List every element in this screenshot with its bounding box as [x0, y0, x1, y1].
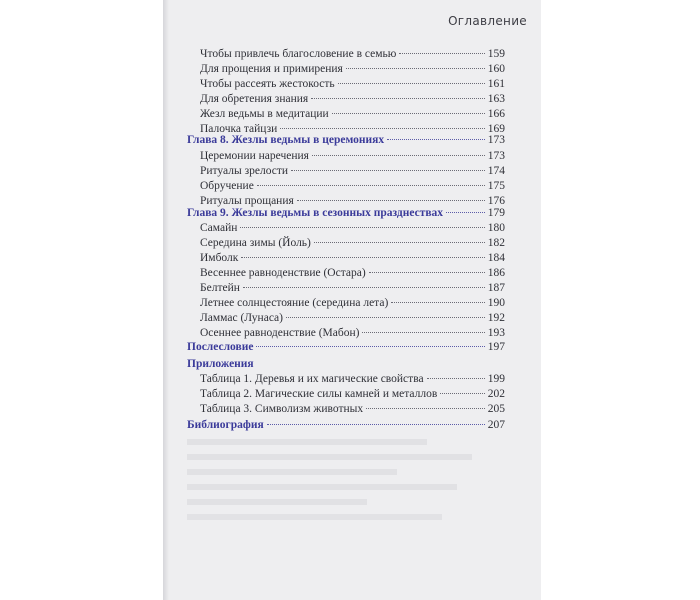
toc-page-number: 161	[487, 78, 505, 90]
dot-leader	[332, 113, 485, 114]
dot-leader	[391, 302, 484, 303]
toc-entry	[200, 327, 505, 339]
toc-entry	[200, 222, 505, 234]
toc-entry-title: Середина зимы (Йоль)	[200, 237, 311, 249]
dot-leader	[369, 272, 485, 273]
toc-chapter-entry	[187, 358, 505, 370]
toc-entry	[200, 237, 505, 249]
toc-entry	[200, 93, 505, 105]
toc-entry-title: Послесловие	[187, 341, 254, 353]
toc-entry-title: Самайн	[200, 222, 238, 234]
toc-page-number: 173	[487, 134, 505, 146]
toc-page-number: 193	[487, 327, 505, 339]
running-head: Оглавление	[448, 14, 527, 28]
toc-page-number: 163	[487, 93, 505, 105]
toc-entry	[200, 165, 505, 177]
toc-page-number: 186	[487, 267, 505, 279]
toc-chapter-entry	[187, 207, 505, 219]
toc-page-number: 175	[487, 180, 505, 192]
toc-page-number: 199	[487, 373, 505, 385]
dot-leader	[366, 408, 485, 409]
toc-page-number: 207	[487, 419, 505, 431]
toc-entry-title: Белтейн	[200, 282, 240, 294]
show-through-text	[187, 430, 487, 550]
dot-leader	[257, 185, 485, 186]
dot-leader	[387, 139, 485, 140]
dot-leader	[338, 83, 485, 84]
dot-leader	[399, 53, 484, 54]
toc-entry-title: Имболк	[200, 252, 239, 264]
book-page	[163, 0, 541, 600]
toc-entry-title: Летнее солнцестояние (середина лета)	[200, 297, 389, 309]
dot-leader	[291, 170, 485, 171]
toc-page-number: 160	[487, 63, 505, 75]
dot-leader	[241, 257, 484, 258]
toc-entry-title: Ритуалы прощания	[200, 195, 294, 207]
toc-page-number: 166	[487, 108, 505, 120]
toc-entry	[200, 403, 505, 415]
dot-leader	[243, 287, 485, 288]
dot-leader	[312, 155, 485, 156]
dot-leader	[311, 98, 485, 99]
toc-page-number: 202	[487, 388, 505, 400]
toc-entry	[200, 48, 505, 60]
dot-leader	[256, 346, 484, 347]
toc-entry-title: Жезл ведьмы в медитации	[200, 108, 329, 120]
toc-entry	[200, 312, 505, 324]
dot-leader	[286, 317, 485, 318]
toc-page-number: 169	[487, 123, 505, 135]
toc-entry	[200, 180, 505, 192]
toc-entry-title: Таблица 3. Символизм животных	[200, 403, 364, 415]
toc-entry-title: Весеннее равноденствие (Остара)	[200, 267, 366, 279]
toc-entry	[200, 373, 505, 385]
dot-leader	[446, 212, 485, 213]
toc-entry-title: Для обретения знания	[200, 93, 309, 105]
toc-entry	[200, 267, 505, 279]
toc-page-number: 176	[487, 195, 505, 207]
toc-entry-title: Чтобы привлечь благословение в семью	[200, 48, 397, 60]
toc-entry	[200, 297, 505, 309]
toc-page-number: 179	[487, 207, 505, 219]
toc-entry-title: Ритуалы зрелости	[200, 165, 289, 177]
toc-entry	[200, 282, 505, 294]
toc-page-number: 205	[487, 403, 505, 415]
toc-entry-title: Глава 8. Жезлы ведьмы в церемониях	[187, 134, 385, 146]
toc-page-number: 180	[487, 222, 505, 234]
toc-entry	[200, 195, 505, 207]
toc-entry-title: Церемонии наречения	[200, 150, 309, 162]
dot-leader	[314, 242, 485, 243]
toc-entry-title: Обручение	[200, 180, 254, 192]
toc-entry	[200, 252, 505, 264]
toc-page-number: 184	[487, 252, 505, 264]
toc-chapter-entry	[187, 341, 505, 353]
toc-page-number: 187	[487, 282, 505, 294]
dot-leader	[267, 424, 485, 425]
toc-page-number: 192	[487, 312, 505, 324]
toc-page-number: 159	[487, 48, 505, 60]
toc-entry	[200, 388, 505, 400]
dot-leader	[346, 68, 485, 69]
toc-entry	[200, 78, 505, 90]
dot-leader	[440, 393, 484, 394]
toc-entry-title: Таблица 1. Деревья и их магические свойства	[200, 373, 424, 385]
toc-page-number: 190	[487, 297, 505, 309]
toc-entry-title: Приложения	[187, 358, 254, 370]
dot-leader	[297, 200, 485, 201]
dot-leader	[427, 378, 485, 379]
toc-entry-title: Глава 9. Жезлы ведьмы в сезонных празднествах	[187, 207, 444, 219]
toc-entry	[200, 108, 505, 120]
toc-entry-title: Таблица 2. Магические силы камней и металлов	[200, 388, 438, 400]
toc-page-number: 182	[487, 237, 505, 249]
toc-chapter-entry	[187, 134, 505, 146]
dot-leader	[240, 227, 484, 228]
toc-page-number: 174	[487, 165, 505, 177]
dot-leader	[280, 128, 484, 129]
toc-entry-title: Для прощения и примирения	[200, 63, 343, 75]
toc-entry	[200, 63, 505, 75]
toc-entry	[200, 150, 505, 162]
toc-page-number: 197	[487, 341, 505, 353]
toc-entry-title: Палочка тайцзи	[200, 123, 278, 135]
dot-leader	[362, 332, 484, 333]
toc-entry-title: Ламмас (Лунаса)	[200, 312, 283, 324]
toc-entry-title: Осеннее равноденствие (Мабон)	[200, 327, 360, 339]
toc-entry-title: Библиография	[187, 419, 264, 431]
toc-page-number: 173	[487, 150, 505, 162]
toc-entry-title: Чтобы рассеять жестокость	[200, 78, 335, 90]
